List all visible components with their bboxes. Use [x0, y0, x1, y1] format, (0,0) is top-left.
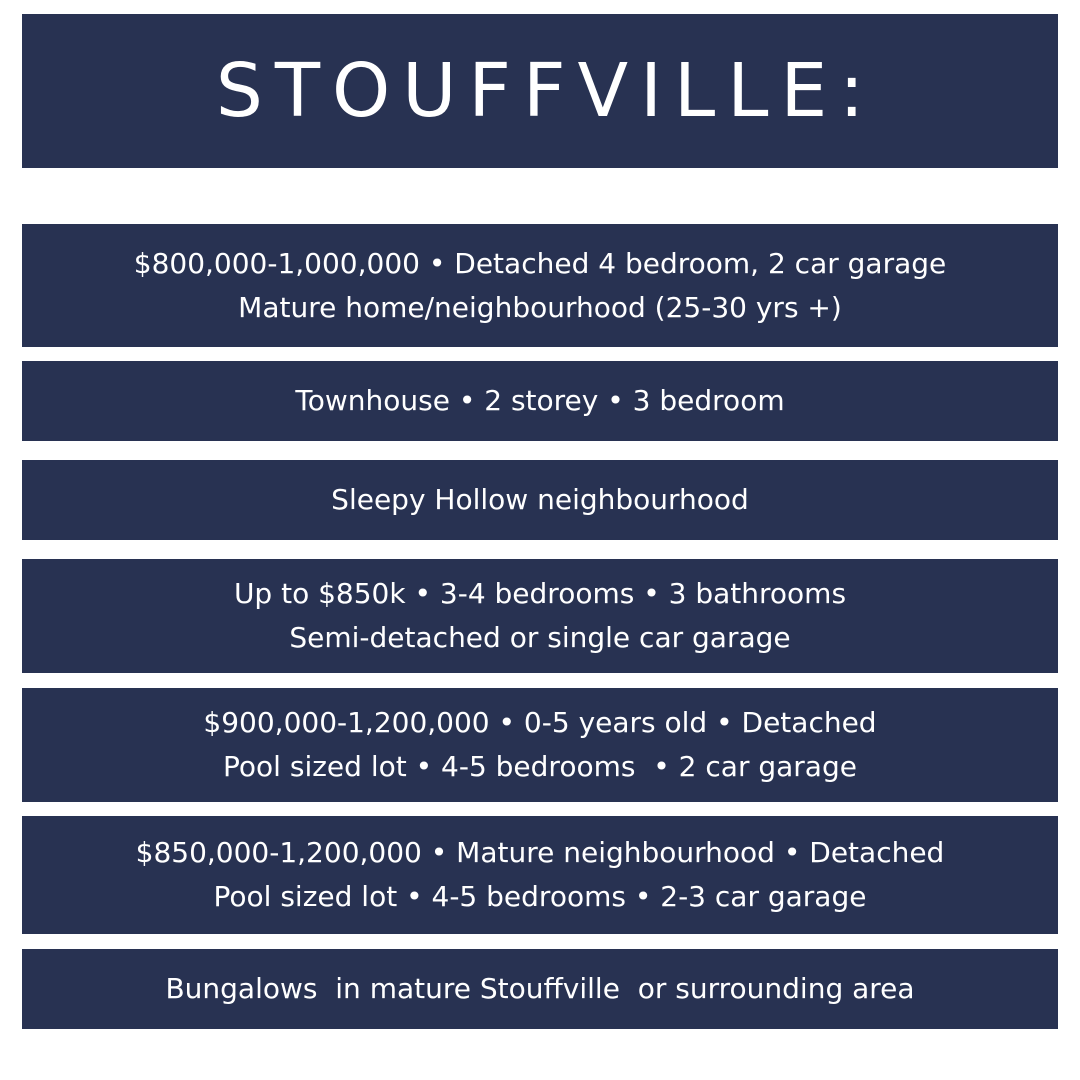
listing-row-4-line-1: Up to $850k • 3-4 bedrooms • 3 bathrooms: [233, 577, 847, 610]
listing-row-1: [22, 224, 1058, 347]
page-title: STOUFFVILLE:: [215, 48, 877, 134]
listing-row-6: [22, 816, 1058, 934]
listing-row-6-line-1: $850,000-1,200,000 • Mature neighbourhood • Detached: [135, 836, 945, 869]
listing-row-6-line-2: Pool sized lot • 4-5 bedrooms • 2-3 car garage: [213, 880, 867, 913]
listing-row-5-line-2: Pool sized lot • 4-5 bedrooms • 2 car garage: [223, 750, 857, 783]
listing-row-7-line-1: Bungalows in mature Stouffville or surrounding area: [165, 972, 915, 1005]
listing-row-2: [22, 361, 1058, 441]
listing-row-3-line-1: Sleepy Hollow neighbourhood: [331, 483, 749, 516]
listing-row-5-line-1: $900,000-1,200,000 • 0-5 years old • Detached: [203, 706, 877, 739]
listing-row-5: [22, 688, 1058, 802]
title-banner: [22, 14, 1058, 168]
listing-row-4: [22, 559, 1058, 673]
listing-row-1-line-1: $800,000-1,000,000 • Detached 4 bedroom, 2 car garage: [133, 246, 947, 280]
listing-row-4-line-2: Semi-detached or single car garage: [289, 621, 791, 654]
listing-row-3: [22, 460, 1058, 540]
listing-row-7: [22, 949, 1058, 1029]
listing-row-2-line-1: Townhouse • 2 storey • 3 bedroom: [295, 384, 785, 417]
listing-row-1-line-2: Mature home/neighbourhood (25-30 yrs +): [238, 290, 842, 324]
